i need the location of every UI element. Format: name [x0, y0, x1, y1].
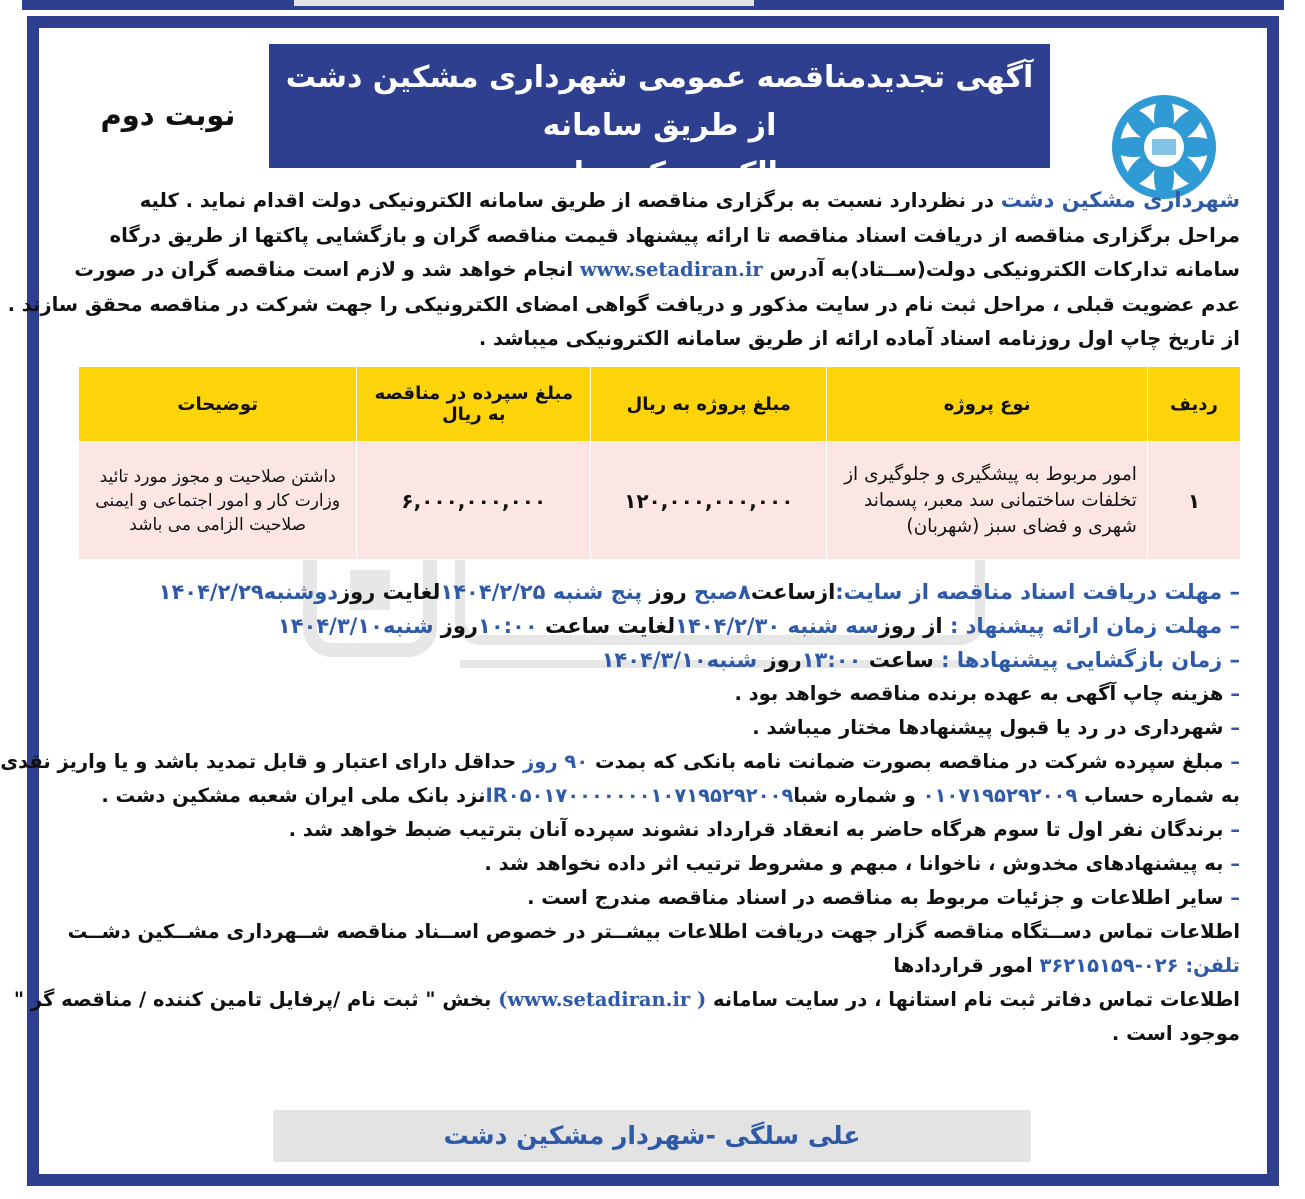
available-line: موجود است . [1111, 1022, 1240, 1045]
title-banner [269, 44, 1050, 191]
intro-paragraph: شهرداری مشکین دشت در نظردارد نسبت به برگزاری مناقصه از طریق سامانه الکترونیکی دولت اقدام نماید . کلیه مراحل برگزاری مناقصه از دریافت اسناد مناقصه تا ارائه پیشنهاد قیمت مناقصه گران و بازگشایی پاکتها از طریق درگاه سامانه تدارکات الکترونیکی دولت(ســتاد)به آدرس www.setadiran.ir انجام خواهد شد و لازم است مناقصه گران در صورت عدم عضویت قبلی ، مراحل ثبت نام در سایت مذکور و دریافت گواهی امضای الکترونیکی را جهت شرکت در مناقصه محقق سازند . از تاریخ چاپ اول روزنامه اسناد آماده ارائه از طریق سامانه الکترونیکی میباشد . [7, 188, 1240, 350]
tender-table [78, 366, 1241, 560]
header-deposit-amount: مبلغ سپرده در مناقصه به ریال [357, 367, 591, 442]
term-deposit: – مبلغ سپرده شرکت در مناقصه بصورت ضمانت نامه بانکی که بمدت ۹۰ روز حداقل دارای اعتبار و قابل تمدید باشد و یا واریز نقدی [0, 750, 1240, 773]
deadline-opening: – زمان بازگشایی پیشنهادها : ساعت ۱۳:۰۰روز شنبه۱۴۰۴/۳/۱۰ [601, 648, 1240, 672]
setad-link-2[interactable]: ( www.setadiran.ir) [498, 988, 707, 1011]
cell-notes: داشتن صلاحیت و مجوز مورد تائید وزارت کار و امور اجتماعی و ایمنی صلاحیت الزامی می باشد [79, 442, 357, 560]
header-notes: توضیحات [79, 367, 357, 442]
cell-row-number: ۱ [1147, 442, 1240, 560]
phone-number[interactable]: ۰۲۶-۳۶۲۱۵۱۵۹ [1039, 954, 1179, 977]
deadline-submission: – مهلت زمان ارائه پیشنهاد : از روزسه شنبه ۱۴۰۴/۲/۳۰لغایت ساعت ۱۰:۰۰روز شنبه۱۴۰۴/۳/۱۰ [277, 614, 1240, 638]
org-name: شهرداری مشکین دشت [1000, 188, 1240, 212]
top-border-strip [22, 0, 1284, 10]
term-ad-cost: – هزینه چاپ آگهی به عهده برنده مناقصه خواهد بود . [734, 682, 1240, 705]
term-invalid-bids: – به پیشنهادهای مخدوش ، ناخوانا ، مبهم و مشروط ترتیب اثر داده نخواهد شد . [484, 852, 1240, 875]
registration-offices-line: اطلاعات تماس دفاتر ثبت نام استانها ، در سایت سامانه ( www.setadiran.ir) بخش " ثبت نام /پرفایل تامین کننده / مناقصه گر " [13, 988, 1240, 1011]
term-other-info: – سایر اطلاعات و جزئیات مربوط به مناقصه در اسناد مناقصه مندرج است . [527, 886, 1240, 909]
title-line-2: الکترونیکی‌دولت [541, 156, 778, 191]
signature-footer: علی سلگی -شهردار مشکین دشت [273, 1110, 1031, 1162]
term-reject-accept: – شهرداری در رد یا قبول پیشنهادها مختار میباشد . [752, 716, 1240, 739]
table-header-row [79, 367, 1241, 442]
conditions-list [0, 575, 1240, 1051]
setad-link[interactable]: www.setadiran.ir [579, 258, 763, 281]
cell-deposit-amount: ۶,۰۰۰,۰۰۰,۰۰۰ [357, 442, 591, 560]
deadline-documents: – مهلت دریافت اسناد مناقصه از سایت:ازساعت۸صبح روز پنج شنبه ۱۴۰۴/۲/۲۵لغایت روزدوشنبه۱۴۰۴/۲/۲۹ [158, 580, 1240, 604]
term-winners: – برندگان نفر اول تا سوم هرگاه حاضر به انعقاد قرارداد نشوند سپرده آنان بترتیب ضبط خواهد شد . [288, 818, 1240, 841]
term-account: به شماره حساب ۰۱۰۷۱۹۵۲۹۲۰۰۹ و شماره شباIR۰۵۰۱۷۰۰۰۰۰۰۰۱۰۷۱۹۵۲۹۲۰۰۹نزد بانک ملی ایران شعبه مشکین دشت . [101, 784, 1240, 807]
header-row-number: ردیف [1147, 367, 1240, 442]
contact-line: اطلاعات تماس دســتگاه مناقصه گزار جهت دریافت اطلاعات بیشــتر در خصوص اســناد مناقصه شــهرداری مشــکین دشــت [67, 920, 1240, 943]
title-line-1: آگهی تجدیدمناقصه عمومی شهرداری مشکین دشت از طریق سامانه [285, 60, 1034, 143]
cell-project-type: امور مربوط به پیشگیری و جلوگیری از تخلفات ساختمانی سد معبر، پسماند شهری و فضای سبز (شهربان) [827, 442, 1148, 560]
table-row [79, 442, 1241, 560]
round-label: نوبت دوم [100, 98, 236, 132]
header-project-type: نوع پروژه [827, 367, 1148, 442]
cell-project-amount: ۱۲۰,۰۰۰,۰۰۰,۰۰۰ [591, 442, 827, 560]
header-project-amount: مبلغ پروژه به ریال [591, 367, 827, 442]
phone-line: تلفن: ۰۲۶-۳۶۲۱۵۱۵۹ امور قراردادها [893, 954, 1240, 977]
